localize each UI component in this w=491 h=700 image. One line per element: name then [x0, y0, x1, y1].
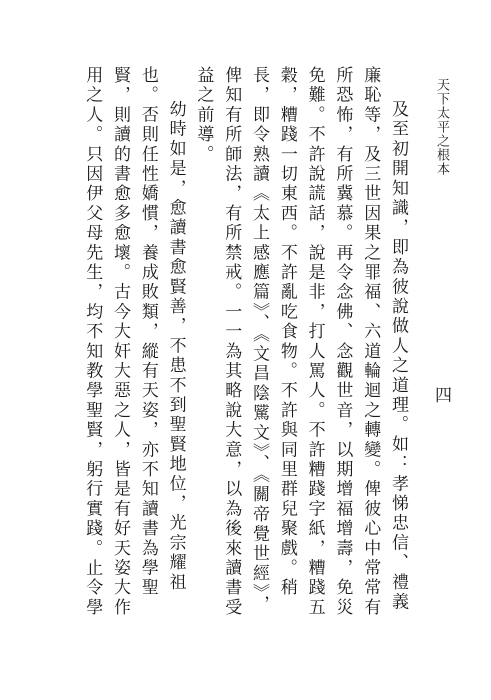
- running-title: 天下太平之根本: [434, 78, 449, 176]
- paragraph-1: 及至初開知識，即為彼說做人之道理。如：孝悌忠信、禮義廉恥等，及三世因果之罪福、六道輪迴之轉變。俾彼心中常常有所恐怖，有所冀慕。再令念佛、念觀世音，以期增福增壽，免災免難。不許說謊話，說是非，打人罵人。不許糟踐字紙，糟踐五穀，糟踐一切東西。不許亂吃食物。不許與同里群兒聚戲。稍長，即令熟讀《太上感應篇》、《文昌陰騭文》、《關帝覺世經》，俾知有所師法，有所禁戒。一一為其略說大意，以為後來讀書受益之前導。: [193, 66, 408, 618]
- body-text: [77, 66, 411, 626]
- paragraph-2: 幼時如是，愈讀書愈賢善，不患不到聖賢地位，光宗耀祖也。否則任性嬌慣，養成敗類，縱有天姿，亦不知讀書為學聖賢，則讀的書愈多愈壞。古今大奸大惡之人，皆是有好天姿大作用之人。只因伊父母先生，均不知教學聖賢，躬行實踐。止令學: [82, 66, 186, 618]
- page-number: 四: [431, 386, 451, 403]
